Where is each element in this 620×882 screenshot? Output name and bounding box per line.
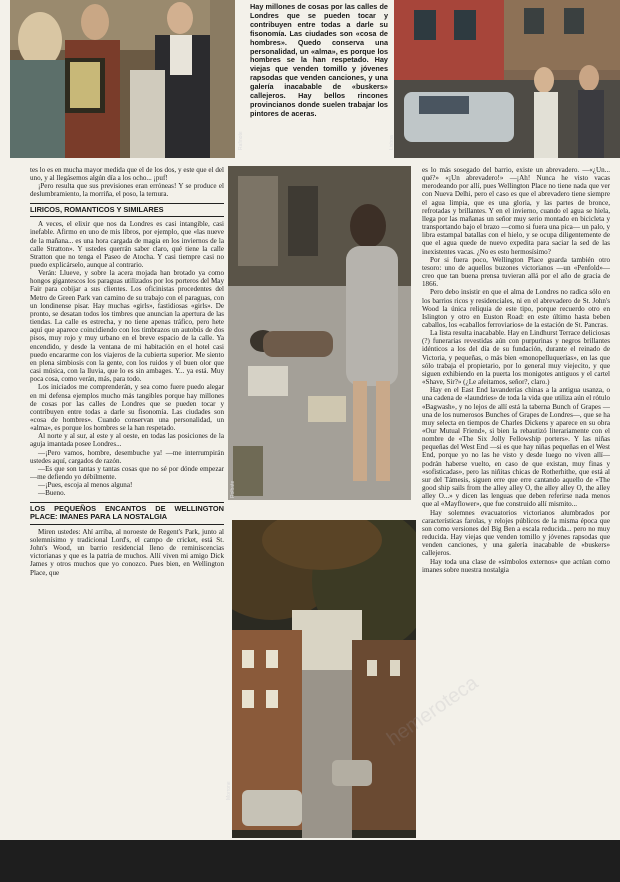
archive-watermark: hemeroteca bbox=[382, 671, 483, 751]
col1-paragraph-2: Verán: Llueve, y sobre la acera mojada han brotado ya como hongos gigantescos los paraguas utilizados por los porteros del May Fair para cobijar a sus clientes. Los oficinistas procedentes del Metro de Green Park van camino de su trabajo con el paraguas, con un londinense pisar. Hay muchas «girls», fastidiosas «girls». De pronto, se desatan todos los timbres que anuncian la apertura de las tiendas. La calle es estrecha, y no tiene apenas tráfico, pero hete aquí que aparece coincidiendo con los timbrazos un autobús de dos pisos, muy rojo y muy urbano en el breve espacio de la calle. Ya encendido, y desde la ventana de mi habitación en el hotel casi puedo encararme con los viajeros de la cubierta superior. Me siento en plena simbiosis con la gente, con los ruidos y el buen olor que casi música, con la lluvia, que lo es sin ambages. Y... ya está. Muy poca cosa, como verán, más, para todo. bbox=[30, 269, 224, 384]
col3-paragraph-7: Hay toda una clase de «símbolos externos» que actúan como imanes sobre nuestra nostalgia bbox=[422, 557, 610, 574]
col3-paragraph-2: Por si fuera poco, Wellington Place guarda también otro tesoro: uno de aquellos buzones victorianos —un «Penfold»— creo que tan buena prensa tuvieran allá por el año de gracia de 1866. bbox=[422, 255, 610, 289]
photo-tree-lined-street bbox=[232, 520, 416, 838]
section-heading-wellington: LOS PEQUEÑOS ENCANTOS DE WELLINGTON PLACE: IMANES PARA LA NOSTALGIA bbox=[30, 502, 224, 525]
photo-pavement-artist bbox=[228, 166, 411, 500]
col1-paragraph-7: —¡Pues, escoja al menos alguna! bbox=[38, 481, 133, 490]
col1-paragraph-3: Los iniciados me comprenderán, y sea como fuere puedo alegar en mi defensa ejemplos mucho más tangibles porque hay millones de cosas por las calles de Londres que se pueden tocar y contribuyen entre todas a darle su fisonomía. Las ciudades son «cosa de hombres». Cuando conservan una personalidad, un «alma», es porque los hombres se la han respetado. bbox=[30, 383, 224, 433]
photo-credit-middle: Rolbate bbox=[230, 480, 236, 498]
photo-credit-top-right: Lisboa bbox=[389, 135, 395, 150]
photo-street-car bbox=[394, 0, 620, 158]
col3-paragraph-1: es lo más sosegado del barrio, existe un abrevadero. —«¿Un... qué?» «¡Un abrevadero!» —¡Ah! Nunca he visto vacas merodeando por allí, pues Wellington Place no tiene nada que ver con Nueva Delhi, pero el caso es que el abrevadero tiene siempre el agua limpia, que es una gloria, y las partes de bronce, refrotadas y brillantes. Y en el invierno, cuando el agua se hiela, llega por las mañanas un señor muy serio montado en bicicleta y transportando bajo el brazo —como si fuera una pica— un palo, y libra estampal batallas con el hielo, y se ocupa diligentemente de que el agua quede de nuevo expedita para saciar la sed de las inexistentes vacas. ¿No es esto hermosísimo? bbox=[422, 166, 610, 256]
col1-paragraph-6: —Es que son tantas y tantas cosas que no sé por dónde empezar —me defiendo yo débilmente. bbox=[30, 464, 224, 482]
photo-street-car-image bbox=[394, 0, 620, 158]
col3-paragraph-5: Hay en el East End lavanderías chinas a la antigua usanza, o una cadena de «laundries» de toda la vida que utiliza aún el rótulo «Bagwash», y no lejos de allí está la taberna Bunch of Grapes —una de los numerosos Bunches of Grapes de Londres—, que se ha muy selecta en tiempos de Charles Dickens y aparece en su obra «Our Mutual Friend», si bien la rebautizó literariamente con el nombre de «The Six Jolly Fellowship porters». Y las niñas pequeñas del West End —si es que hay niñas pequeñas en el West End, porque yo no las he visto y desde luego no viven allí— podrán haberse vuelto, en caso de que existan, muy finas y «sofisticadas», pero las niñitas chicas de Rotherhithe, que está al sur del Támesis, siguen erre que erre cantando aquello de «The good ship sails from the alley alley O, the alley alley O, the alley alley O...» y dicen las lenguas que deben referirse nada menos que al «Mayflower», que fue construido allí mismito... bbox=[422, 386, 610, 509]
col1-paragraph-8: —Bueno. bbox=[38, 489, 66, 498]
page-bottom-band bbox=[0, 840, 620, 882]
photo-pavement-artist-image bbox=[228, 166, 411, 500]
col3-paragraph-4: La lista resulta inacabable. Hay en Lindhurst Terrace deliciosas (?) funerarias revestidas aún con purpurinas y negros brillantes idénticos a los del día de su fundación, durante el reinado de Victoria, y pequeñas, o más bien «monopelluquerías», en las que sólo trabaja el propietario, por lo general muy viejecito, y que siguen exhibiendo en la puerta los monigotes antiguos y el cartel «Shave, Sir?» (¿Le afeitamos, señor?, claro.) bbox=[422, 329, 610, 387]
col1-intro2: ¡Pero resulta que sus previsiones eran erróneas! Y se produce el deslumbramiento, la morriña, el poso, la ternura. bbox=[30, 182, 224, 199]
article-column-left bbox=[30, 166, 224, 836]
photo-credit-bottom: Morrone bbox=[226, 781, 232, 800]
photo-credit-top-left: Rafinote bbox=[238, 131, 244, 150]
article-column-right bbox=[422, 166, 610, 806]
col3-paragraph-3: Pero debo insistir en que el alma de Londres no radica sólo en los barrios ricos y residenciales, ni en el abrevadero de St. John's Wood la única reliquia de este tipo, porque recuerdo otro en Islington y otro en Euston Road: en este último hasta beben caballos, los «caballos ferroviarios» de la estación de St. Pancras. bbox=[422, 288, 610, 329]
col1-intro: tes lo es en mucha mayor medida que el de los dos, y este que el del uno, y al llegásemos algún día a los ocho... ¡puf! bbox=[30, 166, 224, 183]
photo-tree-lined-street-image bbox=[232, 520, 416, 838]
photo-street-vendor bbox=[10, 0, 235, 158]
top-caption-text: Hay millones de cosas por las calles de Londres que se pueden tocar y contribuyen entre todas a darle su fisonomía. Las ciudades son «cosa de hombres». Quedo conserva una personalidad, un «alma», es porque los hombres se la han respetado. Hay viejas que venden tomillo y jóvenes rapsodas que venden canciones, y una galería inacabable de «buskers» callejeros. Hay bellos rincones provincianos donde suelen trabajar los pintores de aceras. bbox=[250, 3, 388, 118]
section-heading-liricos: LIRICOS, ROMANTICOS Y SIMILARES bbox=[30, 203, 224, 218]
col1-paragraph-9: Miren ustedes: Ahí arriba, al noroeste de Regent's Park, junto al solemnísimo y tradicional Lord's, el campo de cricket, está St. John's Wood, un barrio residencial lleno de reminiscencias victorianas y que es la patria de muchos. Allí viven mi amigo Dick James y otros muchos que yo conozco. Pues bien, en Wellington Place, que bbox=[30, 527, 224, 577]
col1-paragraph-5: —¡Pero vamos, hombre, desembuche ya! —me interrumpirán ustedes aquí, cargados de razón. bbox=[30, 448, 224, 465]
col3-paragraph-6: Hay solemnes evacuatorios victorianos alumbrados por características farolas, y relojes públicos de la misma época que son como versiones del Big Ben a escala reducida... pero no muy reducida. Hay viejas que venden tomillo y jóvenes rapsodas que venden canciones, y una galería inacabable de «buskers» callejeros. bbox=[422, 508, 610, 558]
col1-paragraph-1: A veces, el elixir que nos da Londres es casi intangible, casi inefable. Afirmo en uno de mis libros, por ejemplo, que «las nueve de la mañana... es una hora cargada de magia en los inviernos de la calle Stratton». Y ustedes querrán saber claro, qué tiene la calle Stratton que no tenga el Paseo de Atocha. Y casi tiempre casi no puedo explicárselo, aunque al contrario. bbox=[30, 220, 224, 269]
photo-street-vendor-image bbox=[10, 0, 235, 158]
col1-paragraph-4: Al norte y al sur, al este y al oeste, en todas las posiciones de la aguja imantada posee Londres... bbox=[30, 432, 224, 449]
